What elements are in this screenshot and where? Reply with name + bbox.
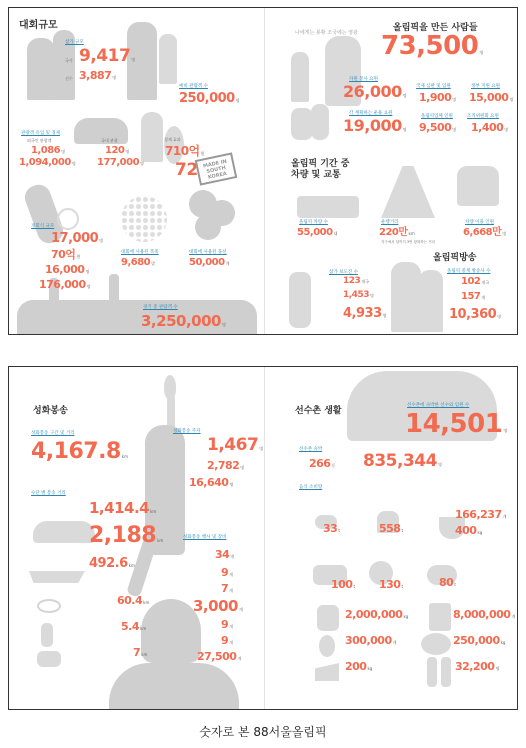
runners-value-3: 16,640명 bbox=[189, 476, 234, 489]
route-value: 4,167.8km bbox=[31, 439, 128, 464]
page-gutter bbox=[264, 8, 265, 334]
car-silhouette bbox=[33, 521, 95, 543]
spectators-silhouette bbox=[27, 38, 55, 100]
mode-value-6: 7km bbox=[133, 646, 148, 659]
spread-olympic-scale bbox=[8, 7, 518, 335]
motto-text: 나에게는 봉황 조국에는 영광 bbox=[295, 30, 358, 36]
cauldron-base bbox=[109, 663, 239, 710]
distance-value: 220만km bbox=[379, 227, 415, 238]
tourism-value-3: 120명 bbox=[105, 145, 130, 156]
tourism-value-2: 1,094,000명 bbox=[19, 157, 76, 168]
veg-icon bbox=[421, 633, 451, 655]
opening-value-3: 16,000명 bbox=[45, 263, 90, 276]
opening-value-4: 176,000명 bbox=[39, 278, 91, 291]
press-caption: 참가 보도진 수 bbox=[329, 270, 358, 275]
runner-small-figure bbox=[41, 623, 53, 647]
cola-bottle-icon bbox=[441, 657, 451, 687]
spectators-value: 250,000명 bbox=[179, 91, 240, 106]
transport-title-2: 차량 및 교통 bbox=[291, 170, 341, 180]
ceremony-value-3: 7개 bbox=[221, 582, 234, 595]
veg-value: 250,000kg bbox=[453, 634, 506, 647]
volunteer-caption: 자원 봉사 요원 bbox=[349, 77, 378, 82]
cola-value: 32,200병 bbox=[455, 660, 500, 673]
cheese-icon bbox=[315, 663, 339, 681]
press-value-2: 1,453명 bbox=[343, 290, 374, 300]
transport-title: 올림픽 기간 중 bbox=[291, 159, 350, 169]
balloon-3 bbox=[195, 214, 221, 240]
family-figure bbox=[159, 34, 177, 84]
bus-silhouette bbox=[297, 196, 359, 218]
runners-caption: 성화봉송 주자 bbox=[173, 429, 201, 434]
chicken-value: 130t bbox=[379, 578, 404, 591]
staff-value: 1,400명 bbox=[471, 121, 509, 134]
tv-caption: 올림픽 중계 방송사 수 bbox=[447, 269, 491, 274]
tourism-value-1: 1,086명 bbox=[31, 145, 66, 156]
opening-value-1: 17,000명 bbox=[51, 231, 104, 246]
photographer-figure bbox=[419, 270, 443, 332]
ceremony-caption: 성화봉송 행사 및 장비 bbox=[183, 535, 227, 540]
broadcast-title: 올림픽방송 bbox=[433, 253, 477, 263]
cars-value: 55,000대 bbox=[297, 227, 338, 238]
athletes-value: 3,887명 bbox=[79, 69, 117, 82]
economy-value: 710억원 bbox=[165, 144, 205, 158]
ship-silhouette bbox=[29, 563, 85, 583]
mode-value-3: 492.6km bbox=[89, 556, 135, 571]
village-title: 선수촌 생활 bbox=[295, 406, 342, 416]
cola-bottle-icon bbox=[427, 657, 437, 687]
fireworks-value: 9,680발 bbox=[121, 257, 156, 268]
crowd-arm bbox=[109, 274, 119, 306]
scale-title: 대회규모 bbox=[19, 20, 58, 31]
nations-value: 9,417명 bbox=[79, 46, 136, 66]
volunteer-value: 26,000명 bbox=[343, 82, 407, 101]
gov-value: 15,000명 bbox=[469, 91, 514, 104]
intl-caption: 국제 심판 및 임원 bbox=[416, 84, 451, 89]
figure-caption: 숫자로 본 88서울올림픽 bbox=[199, 725, 327, 739]
org-caption: 올림픽업체 인원 bbox=[421, 114, 453, 119]
mother-child-figure bbox=[291, 52, 309, 102]
staff-caption: 조직위원회 요원 bbox=[467, 114, 499, 119]
torch-title: 성화봉송 bbox=[33, 406, 68, 416]
horse-icon bbox=[37, 651, 61, 667]
org-value: 9,500명 bbox=[419, 121, 457, 134]
participants-caption: 참가 규모 bbox=[65, 40, 84, 45]
tourism-caption: 관광객 유입 및 경제 bbox=[21, 131, 61, 136]
noodle-value: 166,237개 bbox=[455, 508, 507, 521]
road-silhouette bbox=[381, 166, 435, 218]
made-in-korea-stamp: MADE IN SOUTH KOREA bbox=[195, 152, 238, 185]
bread-value: 33t bbox=[323, 522, 340, 535]
people-title: 올림픽을 만든 사람들 bbox=[393, 23, 478, 33]
economy-label: 경제 효과 bbox=[164, 137, 181, 142]
milk-carton-icon bbox=[429, 603, 451, 631]
milk-value: 8,000,000개 bbox=[453, 608, 516, 621]
spectators-caption: 예비 관람객 수 bbox=[179, 84, 208, 89]
rice-value: 2,000,000kg bbox=[345, 608, 409, 621]
tv-value-1: 102개국 bbox=[461, 276, 490, 287]
cow-value: 100t bbox=[331, 578, 356, 591]
total-spectators-caption: 경기 총 관람객 수 bbox=[143, 305, 178, 310]
intl-value: 1,900명 bbox=[419, 91, 457, 104]
ceremony-value-2: 9개 bbox=[221, 566, 234, 579]
mode-value-5: 5.4km bbox=[121, 620, 147, 633]
passengers-caption: 차량 이용 인원 bbox=[465, 220, 494, 225]
security-caption: 각 계획하는 운용 요원 bbox=[349, 111, 393, 116]
ceremony-value-1: 34개 bbox=[215, 548, 235, 561]
ceremony-value-7: 27,500개 bbox=[197, 650, 242, 663]
balloons-caption: 대회에 사용된 풍선 bbox=[189, 250, 227, 255]
egg-icon bbox=[319, 635, 335, 657]
cars-caption: 올림픽 차량 수 bbox=[299, 220, 328, 225]
mode-value-1: 1,414.4km bbox=[89, 499, 157, 517]
runners-value-2: 2,782명 bbox=[207, 459, 245, 472]
ceremony-value-4: 3,000개 bbox=[193, 597, 243, 615]
spread-torch-village bbox=[8, 366, 518, 710]
rice-sack-icon bbox=[317, 605, 339, 631]
gov-caption: 정부 지원 요원 bbox=[471, 84, 500, 89]
people-total-value: 73,500명 bbox=[381, 31, 484, 61]
tourism-label-1: 외국인 관광객 bbox=[27, 138, 52, 143]
village-total-caption: 선수촌에 숙박한 선수와 임원 수 bbox=[407, 403, 470, 408]
total-spectators-value: 3,250,000명 bbox=[141, 312, 226, 330]
balloons-value: 50,000개 bbox=[189, 257, 230, 268]
tv-camera-figure bbox=[289, 272, 311, 328]
tv-value-2: 157개 bbox=[461, 291, 486, 302]
mode-value-2: 2,188km bbox=[89, 523, 164, 548]
rooms-value-2: 835,344명 bbox=[363, 451, 442, 471]
passengers-value: 6,668만명 bbox=[463, 227, 507, 238]
press-figure bbox=[391, 262, 421, 332]
seat-silhouette bbox=[457, 166, 499, 206]
security-value: 19,000명 bbox=[343, 116, 407, 135]
mode-value-4: 60.4km bbox=[117, 594, 150, 607]
woman-figure bbox=[141, 112, 163, 162]
runners-value-1: 1,467명 bbox=[207, 435, 264, 455]
athletes-label: 선수 bbox=[65, 76, 73, 81]
ceremony-value-5: 9개 bbox=[221, 618, 234, 631]
ceremony-value-6: 9개 bbox=[221, 634, 234, 647]
pig-value: 80t bbox=[439, 576, 456, 589]
tv-value-3: 10,360명 bbox=[449, 307, 502, 322]
fireworks-burst bbox=[121, 196, 167, 242]
noodle-value-2: 400kg bbox=[455, 524, 483, 537]
rooms-caption: 선수촌 숙박 bbox=[299, 447, 323, 452]
economy-value-2: 72 bbox=[175, 160, 198, 180]
route-caption: 성화봉송 구간 및 거리 bbox=[31, 431, 75, 436]
tourism-value-4: 177,000명 bbox=[97, 157, 144, 168]
distance-note: 지구에서 달까지 3번 왕복하는 거리 bbox=[381, 240, 436, 244]
village-total-value: 14,501명 bbox=[405, 409, 508, 439]
opening-caption: 개회식 규모 bbox=[31, 224, 55, 229]
tourism-label-2: 국내 관광 bbox=[101, 138, 118, 143]
food-caption: 음식 소비량 bbox=[299, 485, 323, 490]
hoop-shape bbox=[57, 208, 79, 230]
page-gutter bbox=[264, 367, 265, 709]
guard-figure bbox=[311, 104, 329, 140]
fireworks-caption: 대회에 사용된 폭죽 bbox=[121, 250, 159, 255]
wheelchair-figure bbox=[291, 108, 313, 140]
rooms-value-1: 266동 bbox=[309, 457, 336, 470]
opening-value-2: 70억원 bbox=[51, 248, 81, 261]
press-value-1: 123개국 bbox=[343, 276, 370, 286]
egg-value: 300,000개 bbox=[345, 634, 397, 647]
cauldron-flame bbox=[141, 599, 201, 663]
bicycle-icon bbox=[37, 599, 61, 613]
nations-label: 국가 bbox=[65, 58, 73, 63]
cheese-value: 200kg bbox=[345, 660, 373, 673]
modes-caption: 수단 별 봉송 거리 bbox=[31, 491, 66, 496]
distance-caption: 운행거리 bbox=[381, 220, 399, 225]
toast-value: 558t bbox=[379, 522, 404, 535]
press-value-3: 4,933명 bbox=[343, 306, 387, 321]
